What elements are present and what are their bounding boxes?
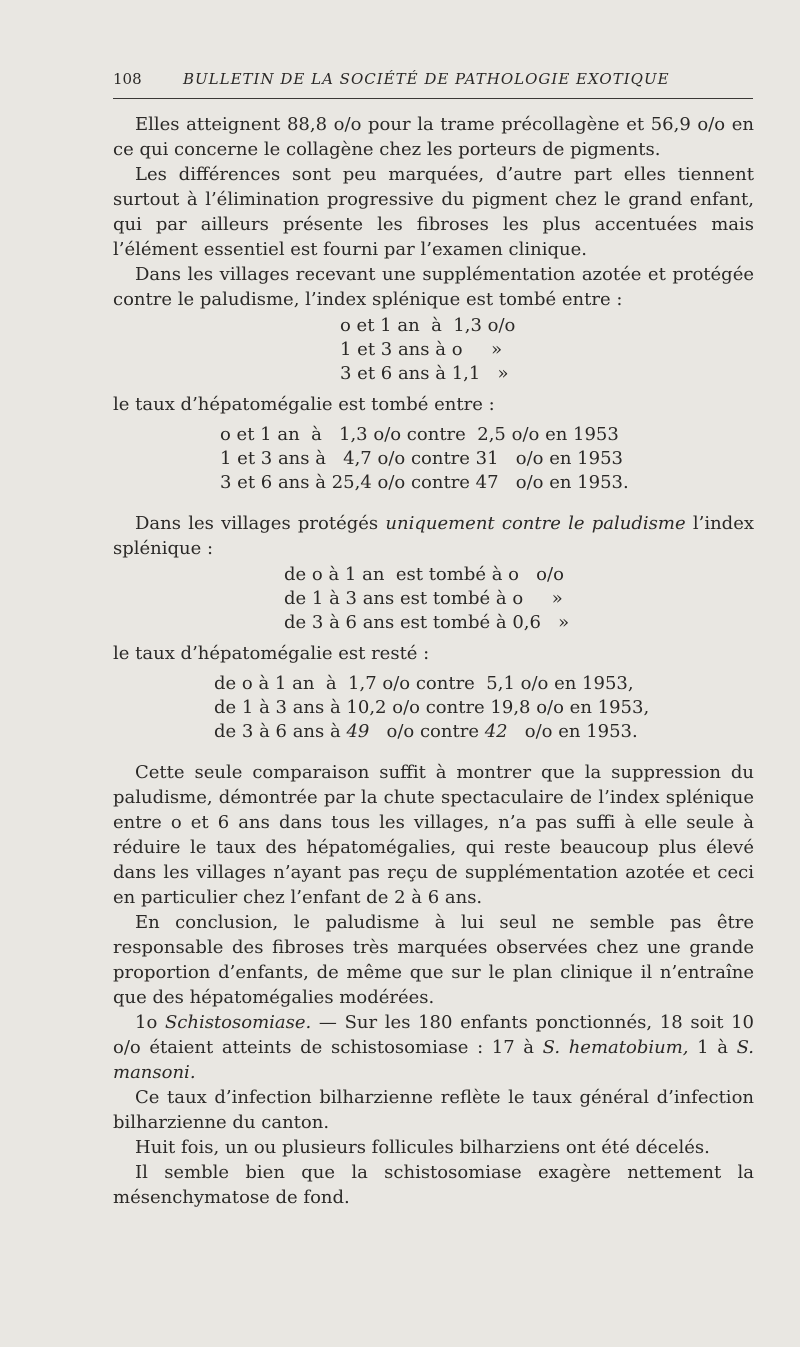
table-row: de 1 à 3 ans est tombé à o » bbox=[284, 588, 563, 609]
text-run: — Sur les 180 enfants ponctionnés, 18 soit 10 o/o étaient atteints de schistosomiase : 17 à bbox=[113, 1012, 754, 1058]
table-row: de 3 à 6 ans est tombé à 0,6 » bbox=[284, 612, 570, 633]
cell-text: de 3 à 6 ans à bbox=[214, 721, 347, 742]
running-header bbox=[113, 70, 753, 99]
text-run: 1 à bbox=[688, 1037, 737, 1058]
paragraph: Cette seule comparaison suffit à montrer que la suppression du paludisme, démontrée par la chute spectaculaire de l’index splénique entre o et 6 ans dans tous les villages, n’a pas suffi à elle seule à réduire le taux des hépatomégalies, qui reste beaucoup plus élevé dans les villages n’ayant pas reçu de supplémentation azotée et ceci en particulier chez l’enfant de 2 à 6 ans. bbox=[113, 762, 754, 908]
table-row: 1 et 3 ans à o » bbox=[340, 339, 503, 360]
cell-value: 49 bbox=[346, 721, 370, 742]
text-run: l’index splénique : bbox=[113, 513, 754, 559]
paragraph: En conclusion, le paludisme à lui seul ne semble pas être responsable des fibroses très marquées observées chez une grande proportion d’enfants, de même que sur le plan clinique il n’entraîne que des hépatomégalies modérées. bbox=[113, 912, 754, 1008]
cell-text: o/o contre bbox=[369, 721, 485, 742]
paragraph: Dans les villages recevant une supplémentation azotée et protégée contre le paludisme, l’index splénique est tombé entre : bbox=[113, 264, 754, 310]
table-row: de o à 1 an à 1,7 o/o contre 5,1 o/o en 1953, bbox=[214, 673, 634, 694]
page-number: 108 bbox=[113, 70, 142, 88]
paragraph: le taux d’hépatomégalie est tombé entre : bbox=[113, 394, 495, 415]
hepatomegaly-table-malaria-only bbox=[113, 672, 754, 744]
italic-run: S. hematobium, bbox=[542, 1037, 689, 1058]
table-row: de 1 à 3 ans à 10,2 o/o contre 19,8 o/o en 1953, bbox=[214, 697, 650, 718]
cell-value: 42 bbox=[484, 721, 508, 742]
italic-run: Schistosomiase. bbox=[164, 1012, 312, 1033]
splenic-index-table-malaria-only bbox=[113, 563, 754, 635]
table-row: 1 et 3 ans à 4,7 o/o contre 31 o/o en 1953 bbox=[220, 448, 623, 469]
journal-title: BULLETIN DE LA SOCIÉTÉ DE PATHOLOGIE EXOTIQUE bbox=[183, 70, 670, 88]
text-run: 1o bbox=[135, 1012, 165, 1033]
article-body bbox=[113, 112, 754, 1210]
table-row: o et 1 an à 1,3 o/o bbox=[340, 315, 516, 336]
table-row: de o à 1 an est tombé à o o/o bbox=[284, 564, 564, 585]
italic-run: uniquement contre le paludisme bbox=[385, 513, 686, 534]
paragraph bbox=[113, 1010, 754, 1085]
hepatomegaly-table-supplemented bbox=[113, 423, 754, 495]
paragraph: le taux d’hépatomégalie est resté : bbox=[113, 643, 430, 664]
splenic-index-table-supplemented bbox=[113, 314, 754, 386]
paragraph: Il semble bien que la schistosomiase exagère nettement la mésenchymatose de fond. bbox=[113, 1162, 754, 1208]
paragraph: Les différences sont peu marquées, d’autre part elles tiennent surtout à l’élimination progressive du pigment chez le grand enfant, qui par ailleurs présente les fibroses les plus accentuées mais l’élément essentiel est fourni par l’examen clinique. bbox=[113, 164, 754, 260]
cell-text: o/o en 1953. bbox=[507, 721, 638, 742]
italic-run: S. mansoni. bbox=[113, 1037, 754, 1083]
table-row: o et 1 an à 1,3 o/o contre 2,5 o/o en 1953 bbox=[220, 424, 619, 445]
table-row: 3 et 6 ans à 25,4 o/o contre 47 o/o en 1953. bbox=[220, 472, 629, 493]
paragraph: Huit fois, un ou plusieurs follicules bilharziens ont été décelés. bbox=[135, 1137, 710, 1158]
paragraph: Elles atteignent 88,8 o/o pour la trame précollagène et 56,9 o/o en ce qui concerne le collagène chez les porteurs de pigments. bbox=[113, 114, 754, 160]
paragraph: Ce taux d’infection bilharzienne reflète le taux général d’infection bilharzienne du canton. bbox=[113, 1087, 754, 1133]
paragraph bbox=[113, 511, 754, 561]
table-row: 3 et 6 ans à 1,1 » bbox=[340, 363, 509, 384]
text-run: Dans les villages protégés bbox=[135, 513, 386, 534]
table-row bbox=[214, 720, 754, 744]
